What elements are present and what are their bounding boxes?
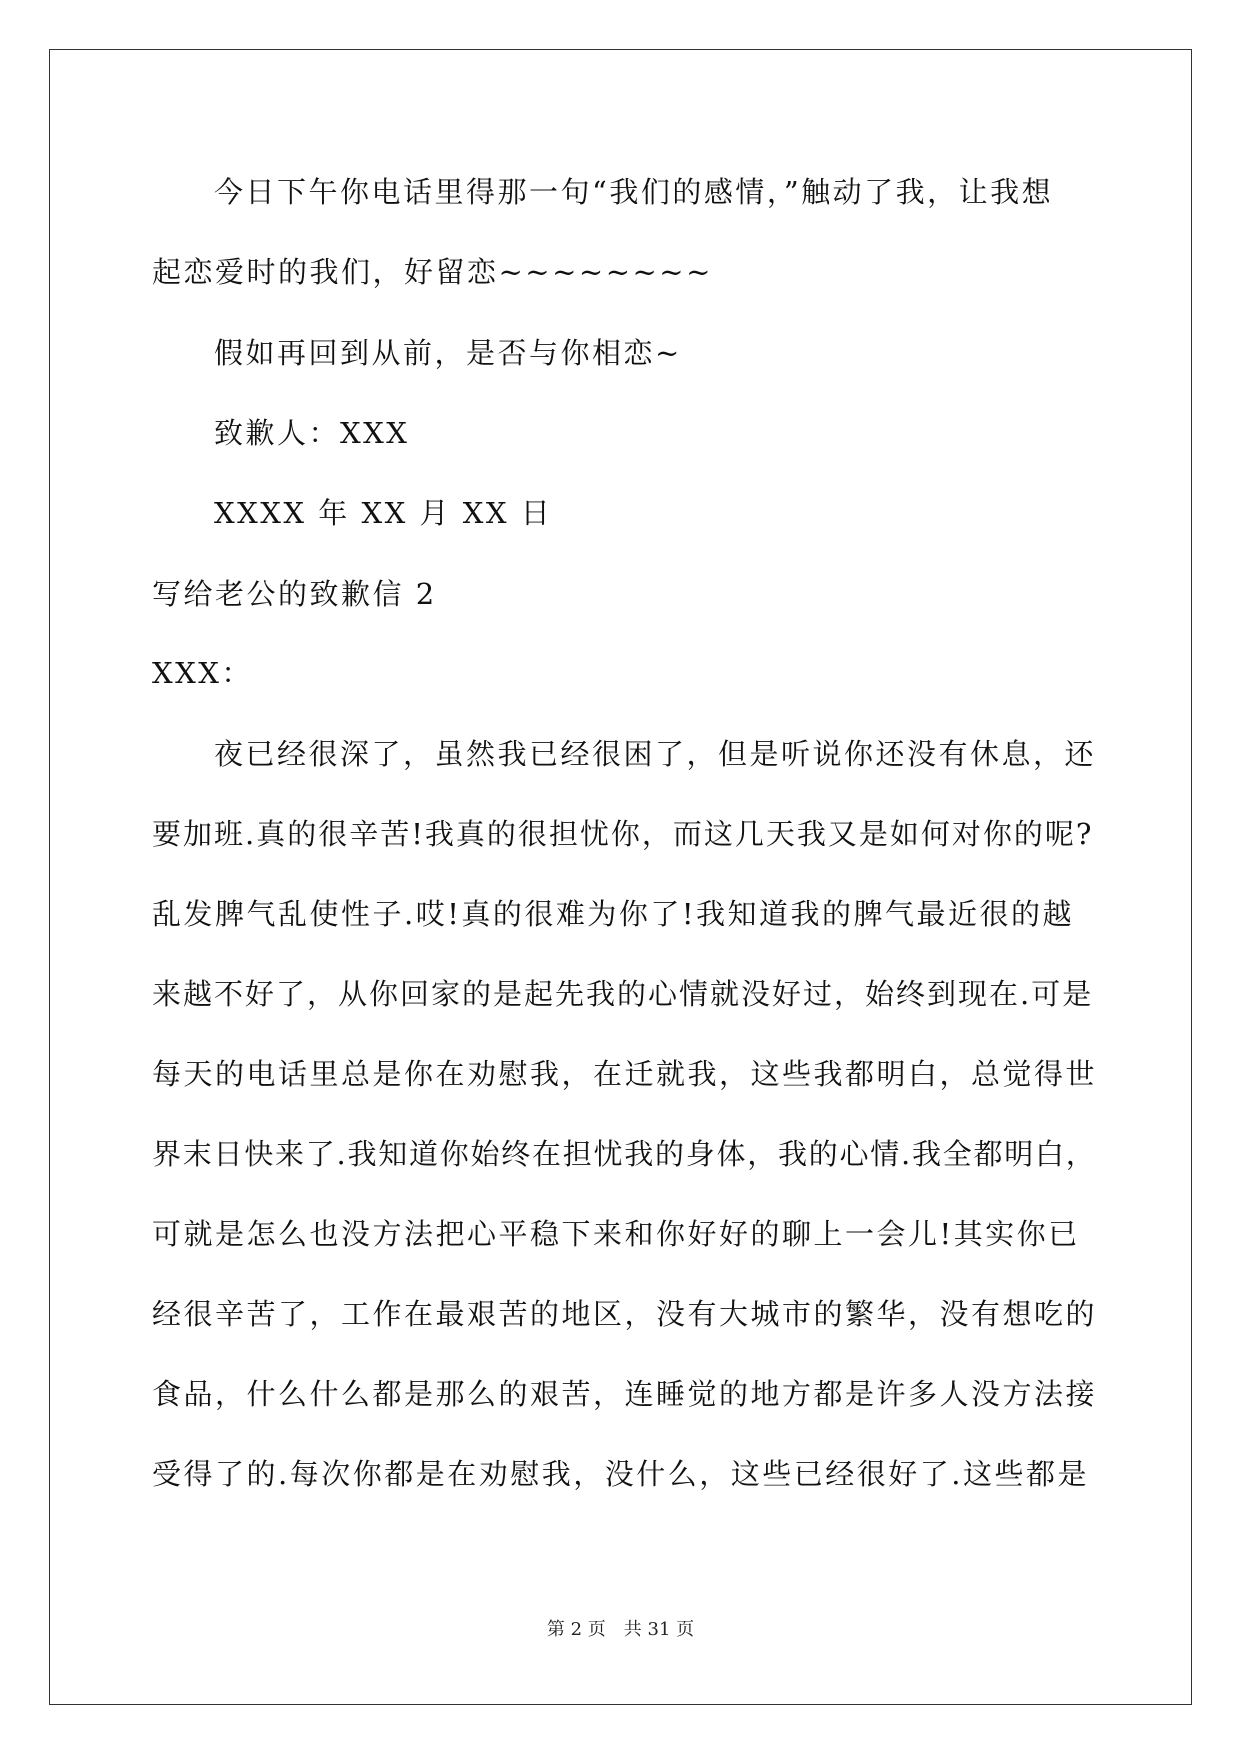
paragraph-line: 界末日快来了.我知道你始终在担忧我的身体，我的心情.我全都明白， [152,1137,1097,1171]
section-heading: 写给老公的致歉信 2 [152,577,437,611]
signature-line: 致歉人：XXX [214,416,410,450]
paragraph-line: 要加班.真的很辛苦!我真的很担忧你，而这几天我又是如何对你的呢? [152,817,1094,851]
paragraph-line: 乱发脾气乱使性子.哎!真的很难为你了!我知道我的脾气最近很的越 [152,897,1075,931]
salutation: XXX： [152,656,253,690]
paragraph-line: 每天的电话里总是你在劝慰我，在迁就我，这些我都明白，总觉得世 [152,1057,1098,1091]
paragraph-line: 食品，什么什么都是那么的艰苦，连睡觉的地方都是许多人没方法接 [152,1377,1098,1411]
page-number-footer: 第 2 页 共 31 页 [546,1619,695,1640]
paragraph-line: 起恋爱时的我们，好留恋~~~~~~~~ [152,255,713,289]
paragraph-line: 经很辛苦了，工作在最艰苦的地区，没有大城市的繁华，没有想吃的 [152,1297,1098,1331]
date-line: XXXX 年 XX 月 XX 日 [214,496,553,530]
paragraph-line: 今日下午你电话里得那一句“我们的感情，”触动了我，让我想 [214,175,1054,209]
paragraph-line: 来越不好了，从你回家的是起先我的心情就没好过，始终到现在.可是 [152,977,1094,1011]
paragraph-line: 受得了的.每次你都是在劝慰我，没什么，这些已经很好了.这些都是 [152,1457,1089,1491]
paragraph-line: 可就是怎么也没方法把心平稳下来和你好好的聊上一会儿!其实你已 [152,1217,1080,1251]
paragraph-line: 假如再回到从前，是否与你相恋~ [214,336,682,370]
paragraph-line: 夜已经很深了，虽然我已经很困了，但是听说你还没有休息，还 [214,737,1097,771]
